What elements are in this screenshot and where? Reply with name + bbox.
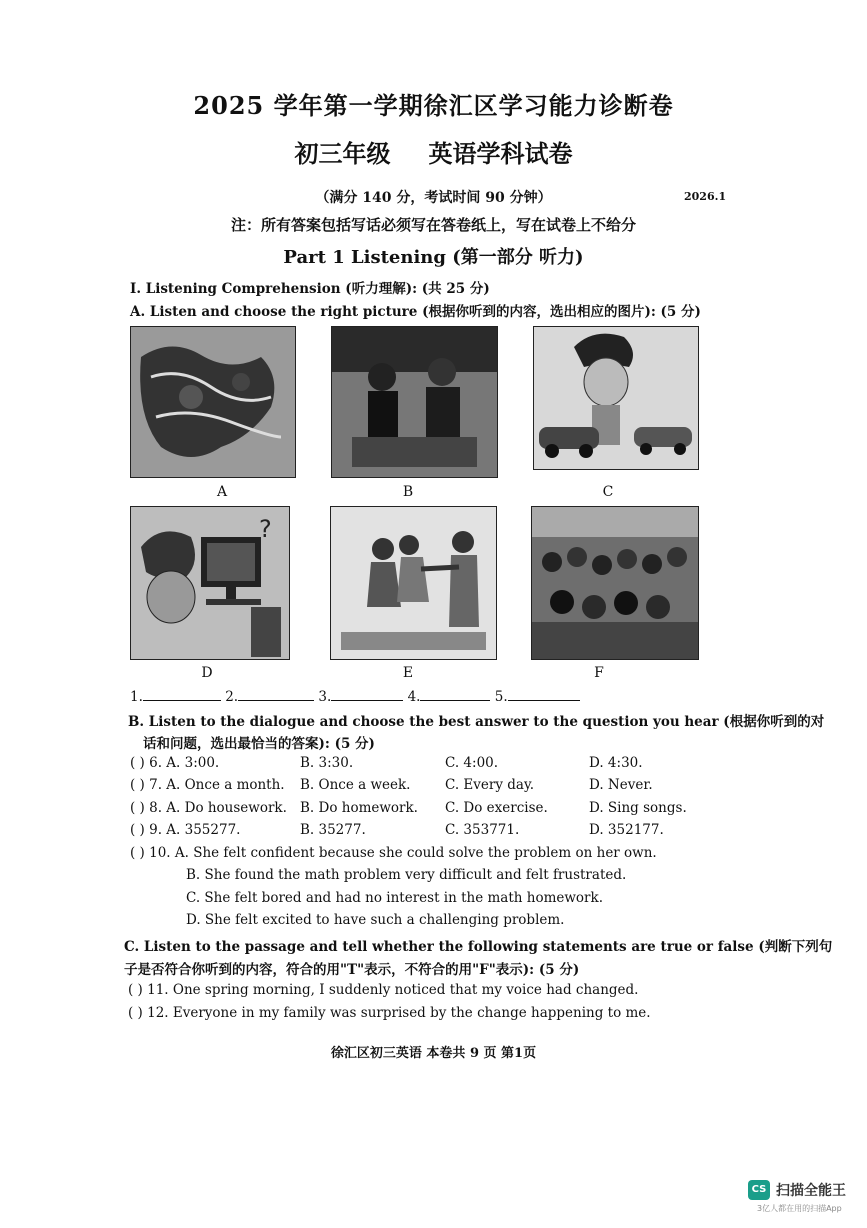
answer-blank-1[interactable] (143, 688, 221, 701)
people-moving-picture-icon (331, 507, 496, 659)
answer-notice: 注：所有答案包括写话必须写在答卷纸上，写在试卷上不给分 (230, 216, 636, 234)
boy-and-cars-picture-icon (534, 327, 698, 469)
page-footer: 徐汇区初三英语 本卷共 9 页 第1页 (330, 1046, 537, 1061)
svg-text:?: ? (259, 515, 272, 543)
exam-subtitle (0, 134, 867, 169)
picture-label-a: A (216, 484, 228, 500)
answer-blank-3[interactable] (331, 688, 403, 701)
sectionA-title: A. Listen and choose the right picture (根据你听到的内容，选出相应的图片): (5 分) (130, 304, 701, 320)
picture-e (330, 506, 497, 660)
picture-label-e: E (402, 665, 414, 681)
picture-label-c: C (602, 484, 614, 500)
answer-blank-row (130, 688, 580, 705)
sectionC-title-line1: C. Listen to the passage and tell whether the following statements are true or false (判断下列句 (124, 939, 833, 955)
picture-c (533, 326, 699, 470)
sectionB-title-line2: 话和问题，选出最恰当的答案): (5 分) (143, 736, 375, 752)
blank-label-4: 4. (407, 689, 421, 705)
statement-12: ( ) 12. Everyone in my family was surprised by the change happening to me. (128, 1005, 651, 1021)
question-9-b: B. 35277. (300, 822, 366, 838)
question-9-d: D. 352177. (589, 822, 664, 838)
statement-11: ( ) 11. One spring morning, I suddenly noticed that my voice had changed. (128, 982, 639, 998)
question-7-d: D. Never. (589, 777, 653, 793)
people-indoors-picture-icon (332, 327, 497, 477)
answer-blank-4[interactable] (420, 688, 490, 701)
sectionB-title-line1: B. Listen to the dialogue and choose the best answer to the question you hear (根据你听到的对 (128, 714, 825, 730)
question-10-c: C. She felt bored and had no interest in the math homework. (186, 890, 603, 906)
question-8-b: B. Do homework. (300, 800, 418, 816)
world-map-picture-icon (131, 327, 295, 477)
question-10-d: D. She felt excited to have such a challenging problem. (186, 912, 565, 928)
question-7-c: C. Every day. (445, 777, 535, 793)
blank-label-2: 2. (225, 689, 239, 705)
question-10-a: ( ) 10. A. She felt confident because she could solve the problem on her own. (130, 845, 657, 861)
subject-label: 英语学科试卷 (428, 139, 573, 168)
picture-label-f: F (594, 665, 604, 681)
question-9-a: ( ) 9. A. 355277. (130, 822, 241, 838)
question-6-b: B. 3:30. (300, 755, 354, 771)
question-6-a: ( ) 6. A. 3:00. (130, 755, 220, 771)
blank-label-3: 3. (318, 689, 332, 705)
question-9-c: C. 353771. (445, 822, 520, 838)
grade-label: 初三年级 (294, 139, 391, 168)
picture-a (130, 326, 296, 478)
question-7-b: B. Once a week. (300, 777, 411, 793)
question-10-b: B. She found the math problem very difficult and felt frustrated. (186, 867, 627, 883)
crowd-picture-icon (532, 507, 698, 659)
answer-blank-5[interactable] (508, 688, 580, 701)
exam-title: 2025 学年第一学期徐汇区学习能力诊断卷 (193, 91, 674, 120)
question-8-a: ( ) 8. A. Do housework. (130, 800, 287, 816)
picture-label-d: D (201, 665, 213, 681)
question-6-d: D. 4:30. (589, 755, 643, 771)
picture-label-b: B (402, 484, 414, 500)
camscanner-logo-icon: CS (748, 1180, 770, 1200)
picture-d (130, 506, 290, 660)
boy-at-computer-picture-icon (131, 507, 289, 659)
blank-label-5: 5. (494, 689, 508, 705)
picture-b (331, 326, 498, 478)
sectionC-title-line2: 子是否符合你听到的内容，符合的用"T"表示，不符合的用"F"表示): (5 分) (124, 962, 580, 978)
answer-blank-2[interactable] (238, 688, 314, 701)
question-8-d: D. Sing songs. (589, 800, 687, 816)
camscanner-name: 扫描全能王 (776, 1183, 846, 1199)
picture-f (531, 506, 699, 660)
score-time-info: （满分 140 分，考试时间 90 分钟） (315, 190, 552, 206)
section1-title: I. Listening Comprehension (听力理解): (共 25 分) (130, 281, 490, 297)
question-6-c: C. 4:00. (445, 755, 499, 771)
question-7-a: ( ) 7. A. Once a month. (130, 777, 285, 793)
blank-label-1: 1. (130, 689, 143, 705)
camscanner-tagline: 3亿人都在用的扫描App (757, 1204, 842, 1213)
exam-date: 2026.1 (684, 190, 727, 203)
part1-title: Part 1 Listening (第一部分 听力) (283, 247, 584, 268)
question-8-c: C. Do exercise. (445, 800, 548, 816)
